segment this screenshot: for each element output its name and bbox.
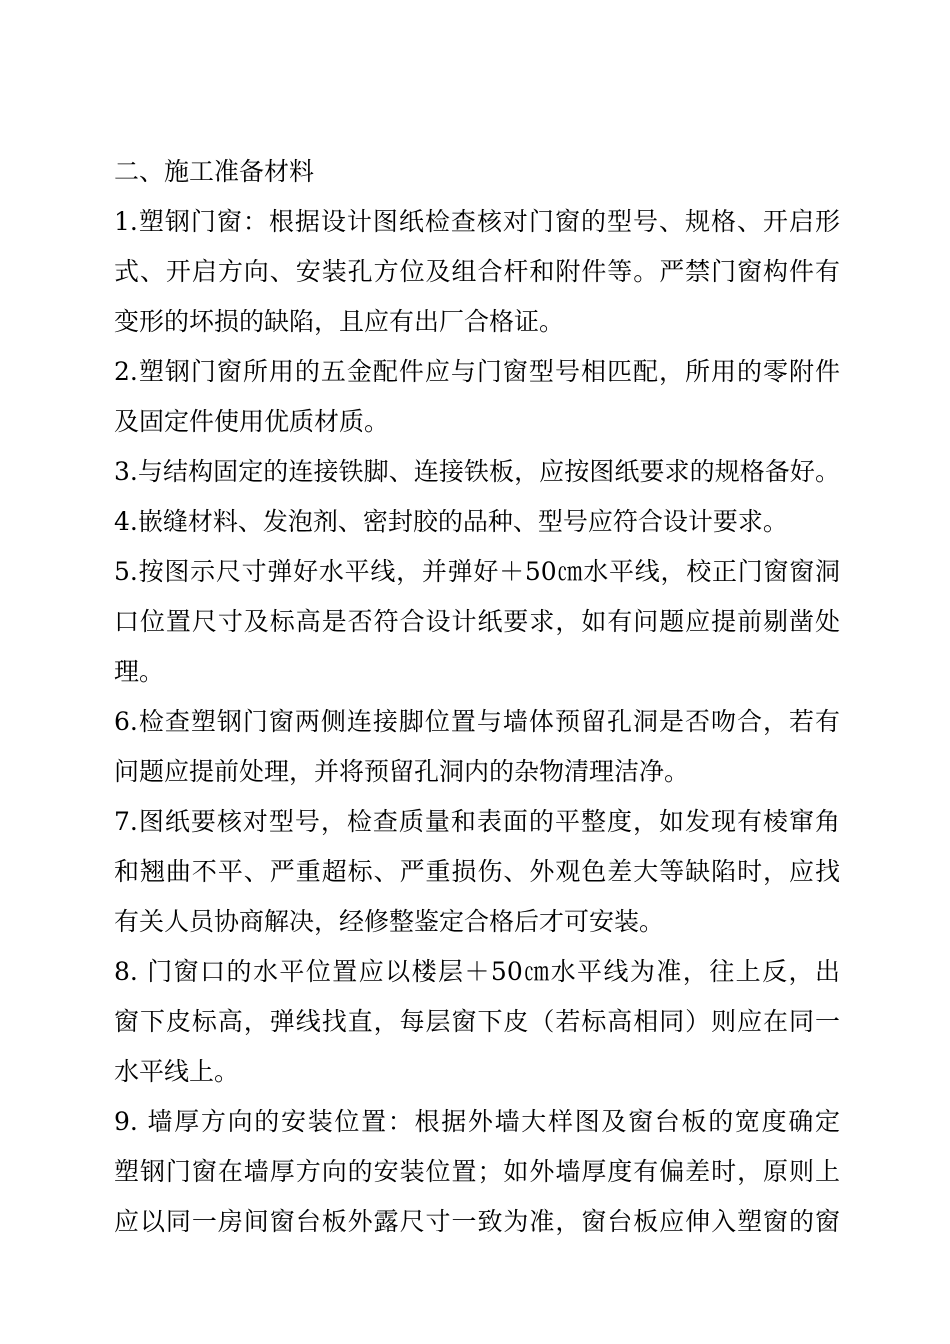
paragraph-line-17: 窗下皮标高，弹线找直，每层窗下皮（若标高相同）则应在同一 — [114, 1007, 840, 1036]
paragraph-line-10: 理。 — [114, 657, 165, 686]
paragraph-line-1: 1.塑钢门窗：根据设计图纸检查核对门窗的型号、规格、开启形 — [114, 207, 840, 236]
paragraph-line-11: 6.检查塑钢门窗两侧连接脚位置与墙体预留孔洞是否吻合，若有 — [114, 707, 840, 736]
paragraph-line-14: 和翘曲不平、严重超标、严重损伤、外观色差大等缺陷时，应找 — [114, 857, 840, 886]
paragraph-line-9: 口位置尺寸及标高是否符合设计纸要求，如有问题应提前剔凿处 — [114, 607, 840, 636]
document-page — [114, 147, 840, 1247]
paragraph-line-4: 2.塑钢门窗所用的五金配件应与门窗型号相匹配，所用的零附件 — [114, 357, 840, 386]
paragraph-line-2: 式、开启方向、安装孔方位及组合杆和附件等。严禁门窗构件有 — [114, 257, 840, 286]
paragraph-line-16: 8. 门窗口的水平位置应以楼层＋50㎝水平线为准，往上反，出 — [114, 957, 840, 986]
paragraph-line-15: 有关人员协商解决，经修整鉴定合格后才可安装。 — [114, 907, 665, 936]
section-heading: 二、施工准备材料 — [114, 157, 315, 186]
paragraph-line-3: 变形的坏损的缺陷，且应有出厂合格证。 — [114, 307, 565, 336]
paragraph-line-20: 塑钢门窗在墙厚方向的安装位置；如外墙厚度有偏差时，原则上 — [114, 1157, 840, 1186]
paragraph-line-7: 4.嵌缝材料、发泡剂、密封胶的品种、型号应符合设计要求。 — [114, 507, 788, 536]
paragraph-line-18: 水平线上。 — [114, 1057, 240, 1086]
paragraph-line-21: 应以同一房间窗台板外露尺寸一致为准，窗台板应伸入塑窗的窗 — [114, 1207, 840, 1236]
paragraph-line-5: 及固定件使用优质材质。 — [114, 407, 390, 436]
paragraph-line-8: 5.按图示尺寸弹好水平线，并弹好＋50㎝水平线，校正门窗窗洞 — [114, 557, 840, 586]
paragraph-line-19: 9. 墙厚方向的安装位置：根据外墙大样图及窗台板的宽度确定 — [114, 1107, 840, 1136]
paragraph-line-13: 7.图纸要核对型号，检查质量和表面的平整度，如发现有棱窜角 — [114, 807, 840, 836]
paragraph-line-6: 3.与结构固定的连接铁脚、连接铁板，应按图纸要求的规格备好。 — [114, 457, 840, 486]
paragraph-line-12: 问题应提前处理，并将预留孔洞内的杂物清理洁净。 — [114, 757, 690, 786]
